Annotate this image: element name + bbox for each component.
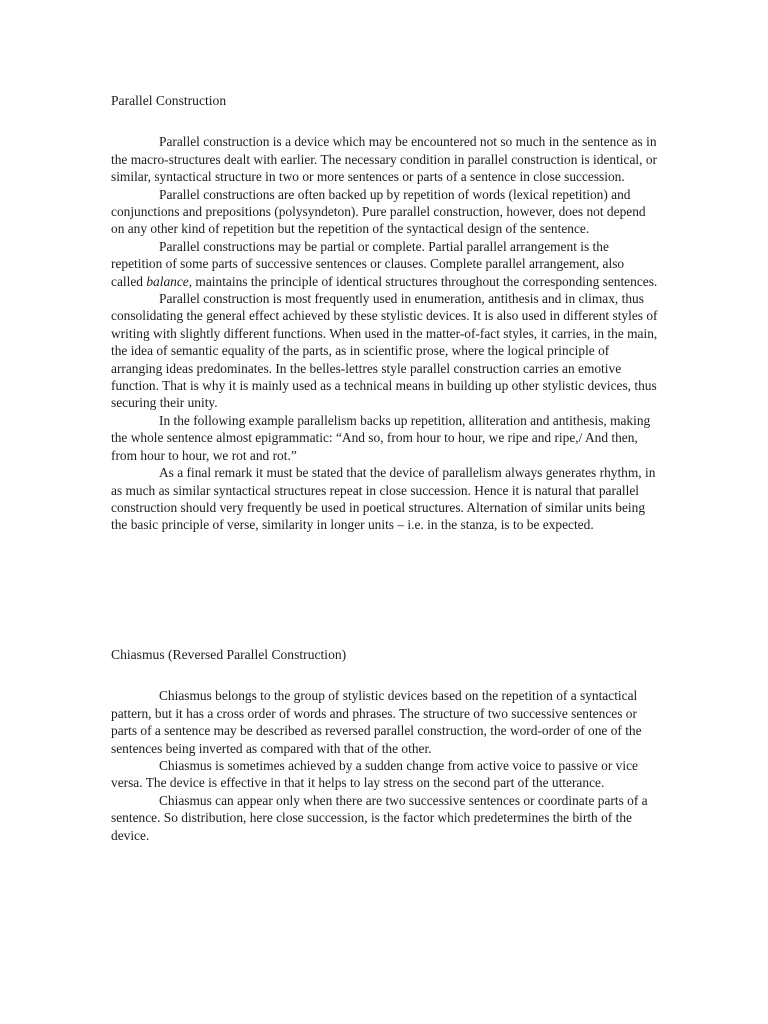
paragraph-text: Parallel construction is a device which may be encountered not so much in the sentence as in the macro-structures dealt with earlier. The necessary condition in parallel construction is identical, or similar, syntactical structure in two or more sentences or parts of a sentence in close succession. — [111, 134, 657, 185]
paragraph-text: Parallel constructions are often backed up by repetition of words (lexical repetition) and conjunctions and prepositions (polysyndeton). Pure parallel construction, however, does not depend on any other kind of repetition but the repetition of the syntactical design of the sentence. — [111, 186, 646, 237]
section-body — [111, 687, 659, 844]
paragraph — [111, 412, 659, 464]
paragraph-text: Parallel constructions may be partial or complete. Partial parallel arrangement is the repetition of some parts of successive sentences or clauses. Complete parallel arrangement, also called — [111, 238, 625, 289]
paragraph — [111, 133, 659, 185]
paragraph — [111, 792, 659, 844]
section-heading: Chiasmus (Reversed Parallel Construction) — [111, 647, 347, 662]
paragraph — [111, 464, 659, 534]
section-heading: Parallel Construction — [111, 93, 227, 108]
paragraph — [111, 238, 659, 290]
paragraph — [111, 186, 659, 238]
paragraph-text: Chiasmus is sometimes achieved by a sudden change from active voice to passive or vice versa. The device is effective in that it helps to lay stress on the second part of the utterance. — [111, 758, 638, 791]
italic-term: balance — [146, 273, 189, 289]
section-body — [111, 133, 659, 533]
section-parallel-construction — [111, 92, 659, 534]
section-chiasmus — [111, 646, 659, 844]
paragraph-text: Chiasmus belongs to the group of stylistic devices based on the repetition of a syntactical pattern, but it has a cross order of words and phrases. The structure of two successive sentences or parts of a sentence may be described as reversed parallel construction, the word-order of one of the sentences being inverted as compared with that of the other. — [111, 688, 642, 756]
paragraph — [111, 290, 659, 412]
paragraph — [111, 757, 659, 792]
paragraph-text: In the following example parallelism backs up repetition, alliteration and antithesis, making the whole sentence almost epigrammatic: “And so, from hour to hour, we ripe and ripe,/ And then, from hour to hour, we rot and rot.” — [111, 412, 651, 463]
paragraph — [111, 687, 659, 757]
paragraph-text: As a final remark it must be stated that the device of parallelism always generates rhythm, in as much as similar syntactical structures repeat in close succession. Hence it is natural that parallel construction should very frequently be used in poetical structures. Alternation of similar units being the basic principle of verse, similarity in longer units – i.e. in the stanza, is to be expected. — [111, 465, 656, 533]
paragraph-text: , maintains the principle of identical structures throughout the corresponding sentences. — [188, 273, 658, 289]
paragraph-text: Parallel construction is most frequently used in enumeration, antithesis and in climax, thus consolidating the general effect achieved by these stylistic devices. It is also used in different styles of writing with slightly different functions. When used in the matter-of-fact styles, it carries, in the main, the idea of semantic equality of the parts, as in scientific prose, where the logical principle of arranging ideas predominates. In the belles-lettres style parallel construction carries an emotive function. That is why it is mainly used as a technical means in building up other stylistic devices, thus securing their unity. — [111, 291, 658, 411]
paragraph-text: Chiasmus can appear only when there are two successive sentences or coordinate parts of a sentence. So distribution, here close succession, is the factor which predetermines the birth of the device. — [111, 792, 648, 843]
